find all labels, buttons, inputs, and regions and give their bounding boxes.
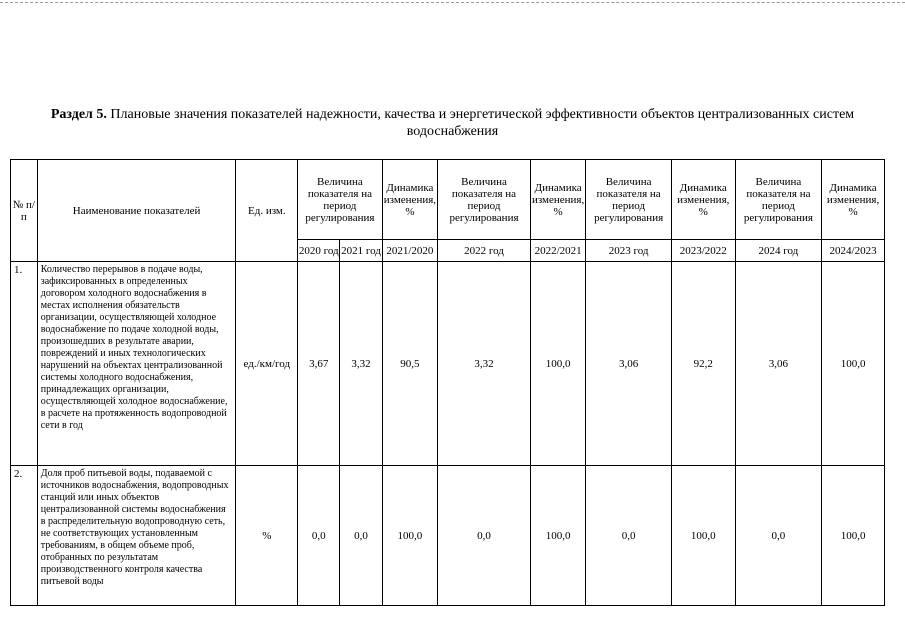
indicators-table	[10, 159, 885, 606]
header-value-2022: Величина показателя на период регулирования	[438, 160, 531, 240]
dynamics-2022: 100,0	[530, 466, 586, 606]
row-number: 2.	[11, 466, 38, 606]
indicator-name: Доля проб питьевой воды, подаваемой с источников водоснабжения, водопроводных станций или иных объектов централизованной системы водоснабжения в распределительную водопроводную сеть, не соответствующих установленным требованиям, в общем объеме проб, отобранных по результатам производственного контроля качества питьевой воды	[37, 466, 236, 606]
value-2022: 0,0	[438, 466, 531, 606]
value-2021: 3,32	[340, 262, 382, 466]
header-value-2020-2021: Величина показателя на период регулирования	[298, 160, 382, 240]
value-2022: 3,32	[438, 262, 531, 466]
section-number: Раздел 5.	[50, 107, 107, 122]
header-dynamics-2024: Динамика изменения, %	[822, 160, 885, 240]
header-row	[11, 160, 885, 240]
dynamics-2021: 100,0	[382, 466, 438, 606]
header-year-2021: 2021 год	[340, 240, 382, 262]
indicator-unit: ед./км/год	[236, 262, 298, 466]
header-unit: Ед. изм.	[236, 160, 298, 262]
indicator-unit: %	[236, 466, 298, 606]
header-num: № п/п	[11, 160, 38, 262]
header-year-2022: 2022 год	[438, 240, 531, 262]
header-value-2024: Величина показателя на период регулирования	[735, 160, 821, 240]
header-year-2020: 2020 год	[298, 240, 340, 262]
table-row	[11, 466, 885, 606]
header-name: Наименование показателей	[37, 160, 236, 262]
page-top-edge	[0, 2, 905, 3]
dynamics-2024: 100,0	[822, 262, 885, 466]
section-title	[10, 106, 895, 140]
dynamics-2023: 92,2	[671, 262, 735, 466]
value-2023: 0,0	[586, 466, 671, 606]
row-number: 1.	[11, 262, 38, 466]
indicator-name: Количество перерывов в подаче воды, зафиксированных в определенных договором холодного водоснабжения в местах исполнения обязательств организации, осуществляющей холодное водоснабжение по подаче холодной воды, произошедших в результате аварии, повреждений и иных технологических нарушений на объектах централизованной системы холодного водоснабжения, принадлежащих организации, осуществляющей холодное водоснабжение, в расчете на протяженность водопроводной сети в год	[37, 262, 236, 466]
header-ratio-2021: 2021/2020	[382, 240, 438, 262]
header-year-2024: 2024 год	[735, 240, 821, 262]
value-2023: 3,06	[586, 262, 671, 466]
dynamics-2024: 100,0	[822, 466, 885, 606]
header-ratio-2023: 2023/2022	[671, 240, 735, 262]
header-year-2023: 2023 год	[586, 240, 671, 262]
dynamics-2022: 100,0	[530, 262, 586, 466]
header-ratio-2024: 2024/2023	[822, 240, 885, 262]
value-2021: 0,0	[340, 466, 382, 606]
table-row	[11, 262, 885, 466]
value-2020: 3,67	[298, 262, 340, 466]
header-dynamics-2021: Динамика изменения, %	[382, 160, 438, 240]
value-2020: 0,0	[298, 466, 340, 606]
header-value-2023: Величина показателя на период регулирования	[586, 160, 671, 240]
dynamics-2021: 90,5	[382, 262, 438, 466]
header-ratio-2022: 2022/2021	[530, 240, 586, 262]
value-2024: 0,0	[735, 466, 821, 606]
section-title-text: Плановые значения показателей надежности, качества и энергетической эффективности объектов централизованных систем водоснабжения	[110, 107, 855, 139]
header-dynamics-2023: Динамика изменения, %	[671, 160, 735, 240]
value-2024: 3,06	[735, 262, 821, 466]
header-dynamics-2022: Динамика изменения, %	[530, 160, 586, 240]
dynamics-2023: 100,0	[671, 466, 735, 606]
